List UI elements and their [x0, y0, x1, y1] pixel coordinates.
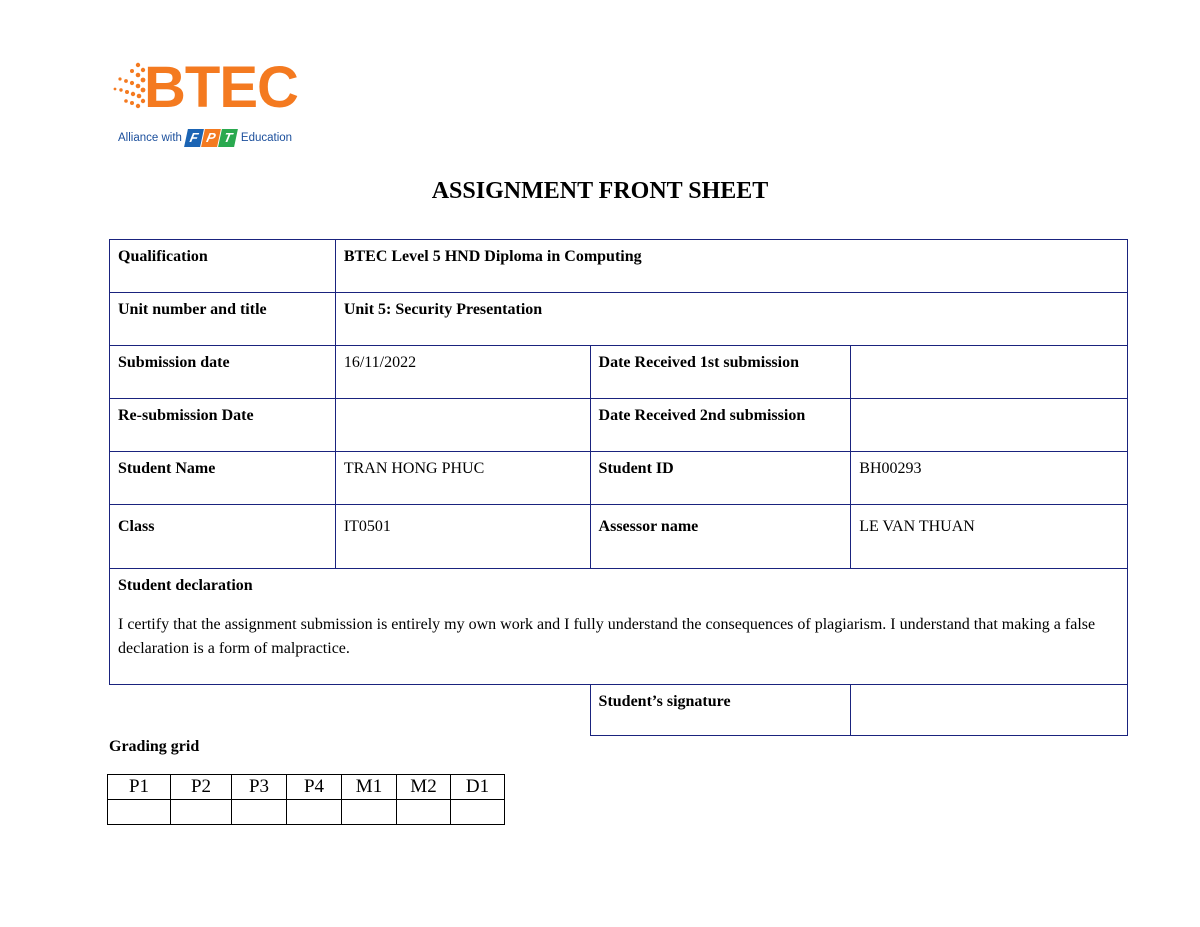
date-received-2nd-label: Date Received 2nd submission [590, 399, 851, 452]
assessor-name-label: Assessor name [590, 505, 851, 569]
grade-header-m1: M1 [342, 775, 397, 800]
grading-header-row [108, 775, 505, 800]
grade-cell-m1[interactable] [342, 800, 397, 825]
grade-header-p4: P4 [287, 775, 342, 800]
class-row [110, 505, 1128, 569]
class-value: IT0501 [335, 505, 590, 569]
class-label: Class [110, 505, 336, 569]
fpt-letter-t: T [218, 129, 238, 147]
resubmission-date-label: Re-submission Date [110, 399, 336, 452]
submission-row [110, 346, 1128, 399]
signature-label: Student’s signature [590, 685, 851, 736]
brand-name: BTEC [144, 55, 298, 120]
declaration-text: I certify that the assignment submission is entirely my own work and I fully understand the consequences of plagiarism. I understand that making a false declaration is a form of malpractice. [118, 616, 1096, 657]
fpt-letter-f: F [184, 129, 204, 147]
btec-logo [112, 55, 298, 150]
grade-header-p3: P3 [232, 775, 287, 800]
grading-value-row [108, 800, 505, 825]
fpt-logo [186, 129, 237, 147]
date-received-1st-value [851, 346, 1128, 399]
unit-label: Unit number and title [110, 293, 336, 346]
page-title: ASSIGNMENT FRONT SHEET [431, 178, 769, 204]
signature-value[interactable] [851, 685, 1128, 736]
grade-header-p2: P2 [171, 775, 232, 800]
front-sheet-table [109, 239, 1128, 736]
unit-value: Unit 5: Security Presentation [335, 293, 1127, 346]
grading-grid-label: Grading grid [109, 738, 200, 755]
grade-header-d1: D1 [451, 775, 505, 800]
submission-date-label: Submission date [110, 346, 336, 399]
resubmission-row [110, 399, 1128, 452]
tagline-prefix: Alliance with [118, 132, 182, 144]
qualification-value: BTEC Level 5 HND Diploma in Computing [335, 240, 1127, 293]
grade-cell-p2[interactable] [171, 800, 232, 825]
date-received-1st-label: Date Received 1st submission [590, 346, 851, 399]
grade-cell-d1[interactable] [451, 800, 505, 825]
logo-tagline [118, 129, 292, 147]
grade-header-m2: M2 [397, 775, 451, 800]
dot-pattern-icon [112, 61, 146, 111]
grade-cell-p4[interactable] [287, 800, 342, 825]
fpt-letter-p: P [201, 129, 221, 147]
declaration-row [110, 569, 1128, 685]
signature-spacer [110, 685, 591, 736]
student-name-label: Student Name [110, 452, 336, 505]
grade-cell-p3[interactable] [232, 800, 287, 825]
declaration-heading: Student declaration [118, 577, 253, 594]
unit-row [110, 293, 1128, 346]
student-row [110, 452, 1128, 505]
tagline-suffix: Education [240, 132, 293, 144]
grade-header-p1: P1 [108, 775, 171, 800]
resubmission-date-value [335, 399, 590, 452]
declaration-cell [110, 569, 1128, 685]
grading-grid [107, 774, 505, 825]
grade-cell-p1[interactable] [108, 800, 171, 825]
date-received-2nd-value [851, 399, 1128, 452]
qualification-label: Qualification [110, 240, 336, 293]
student-name-value: TRAN HONG PHUC [335, 452, 590, 505]
signature-row [110, 685, 1128, 736]
student-id-label: Student ID [590, 452, 851, 505]
qualification-row [110, 240, 1128, 293]
submission-date-value: 16/11/2022 [335, 346, 590, 399]
grade-cell-m2[interactable] [397, 800, 451, 825]
assessor-name-value: LE VAN THUAN [851, 505, 1128, 569]
student-id-value: BH00293 [851, 452, 1128, 505]
